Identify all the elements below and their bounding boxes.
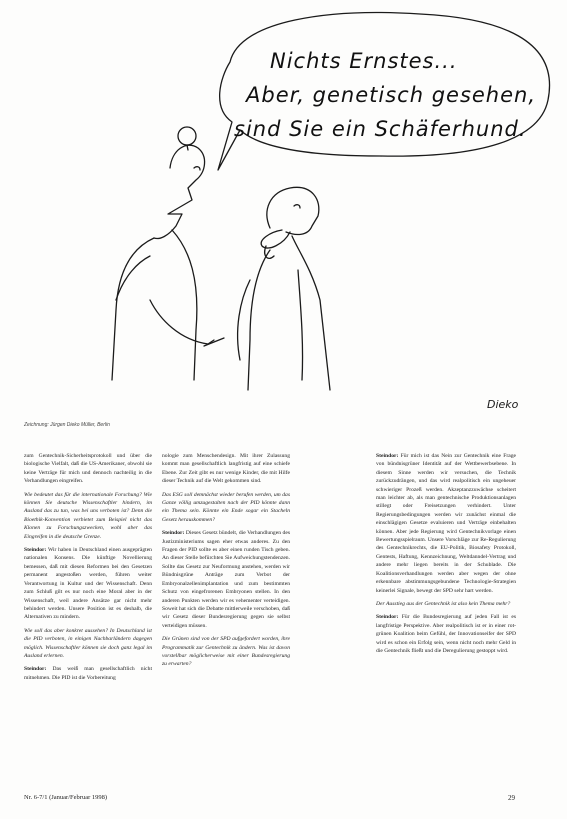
head-mirror-icon: [178, 127, 196, 145]
speech-line-1: Nichts Ernstes...: [270, 49, 458, 73]
page-number: 29: [508, 794, 515, 802]
left-figure-arm: [150, 300, 214, 344]
paragraph: [376, 452, 516, 595]
speaker-label: Steindor:: [376, 614, 399, 621]
answer-text: Wir haben in Deutschland einen ausgeprägten nationalen Konsens. Die künftige Novellierung bemessen, daß mit diesen Reformen bei den Gesetzen permanent angestoßen werden, führen weiter Verantwortung in Kultur und der Wissenschaft. Denn zum Schluß gilt es nur noch eine Moral aber in der Wissenschaft, weil andere Ansätze gar nicht mehr behindert werden. Unsere Position ist es deshalb, die Alternativen zu mindern.: [24, 547, 152, 621]
speech-text: [232, 44, 537, 146]
column-3: [376, 452, 516, 660]
speaker-label: Steindor:: [24, 666, 47, 673]
speaker-label: Steindor:: [376, 453, 399, 459]
speech-line-3: sind Sie ein Schäferhund.: [234, 117, 527, 141]
column-1: [24, 452, 152, 687]
right-figure-body: [292, 236, 330, 390]
interview-question: Das ESG soll demnächst wieder berufen werden, um das Ganze völlig umzugestalten nach der PID könnte dann ein Thema sein. Könnte ein Ende sogar ein Stacheln Gesetz herauskommen?: [162, 491, 290, 523]
interview-question: Wie bedeutet das für die internationale Forschung? Wie können Sie deutsche Wissenschaftler hindern, im Ausland das zu tun, was bei uns verboten ist? Denn die Bioethik-Konvention verbietet zum Beispiel nicht das Klonen zu Forschungszwecken, wohl aber das Eingreifen in die deutsche Grenze.: [24, 491, 152, 540]
paragraph: nologie zum Menschendesign. Mit ihrer Zulassung kommt man gesellschaftlich langfristig auf eine schiefe Ebene. Zur Zeit gibt es nur wenige Kinder, die mit Hilfe dieser Technik auf die Welt gekommen sind.: [162, 453, 290, 485]
right-figure-head: [267, 187, 319, 234]
footer-issue: Nr. 6-7/1 (Januar/Februar 1998): [24, 794, 108, 801]
speaker-label: Steindor:: [24, 547, 47, 554]
paragraph: [24, 546, 152, 622]
left-figure-body: [112, 238, 154, 380]
answer-text: Das weiß man gesellschaftlich nicht mitnehmen. Die PID ist die Vorbereitung: [24, 666, 152, 681]
speech-line-2: Aber, genetisch gesehen,: [246, 83, 537, 107]
paragraph: [162, 529, 290, 630]
left-figure-head: [154, 145, 205, 238]
interview-question: Die Grünen sind von der SPD aufgefordert worden, ihre Programmatik zur Gentechnik zu ändern. Was ist davon vorstellbar möglicherweise mit einer Bundesregierung zu erwarten?: [162, 636, 290, 668]
paragraph: zum Gentechnik-Sicherheitsprotokoll und über die biologische Vielfalt, daß die US-Amerikaner, obwohl sie keine Verträge für mich und dennoch nachteilig in die Verhandlungen eingreifen.: [24, 453, 152, 485]
answer-text: Für mich ist das Nein zur Gentechnik eine Frage von bündnisgrüner Identität auf der Wettbewerbsebene. In diesem Sinne werden wir versuchen, die Technik zurückzudrängen, und das wird realpolitisch ein ungeheuer schwieriger Prozeß werden. Akzeptanzzuwächse scheitert man leichter ab, als man gentechnische Produktionsanlagen stillegt oder Freisetzungen verhindert. Unter Regierungsbedingungen werden wir zunächst einmal die einschlägigen Gesetze evaluieren und Verträge einbehalten können. Aber jede Regierung wird Gentechnikvorlage einen Bewertungsspielraum. Unsere Vorschläge zur Re-Regulierung des Gentechnikrechts, die EU-Politik, Biosafety Protokoll, Gentests, Haftung, Kennzeichnung, Weltdanndel-Vertrag und andere mehr liegen bereits in der Schublade. Die Koalitionsverhandlungen werden aber wegen der ohne erkennbare abstimmungsgebundene Technologie-Strategien keinerlei Signale, bewegt der SPD sehr hart werden.: [376, 453, 516, 594]
paragraph: [24, 665, 152, 682]
speaker-label: Steindor:: [162, 530, 185, 537]
paragraph: [376, 613, 516, 655]
artist-signature: Dieko: [487, 398, 519, 411]
illustration-credit: Zeichnung: Jürgen Dieko Müller, Berlin: [24, 422, 110, 428]
answer-text: Dieses Gesetz bündelt, die Verhandlungen des Justizministeriums sagen eher etwas anderes. Zu den Fragen der PID sollte es aber einen runden Tisch geben. An dieser Stelle befürchten Sie Aufweichungstendenzen. Sollte das Gesetz zur Neuformung anstehen, werden wir Bündnisgrüne Anträge zum Verbot der Embryonalzellenimplantation und zum bestimmten Schutz von eingefrorenen Embryonen stellen. In den anderen Punkten werden wir es vehementer verteidigen. Soweit hat sich die Debatte mittlerweile verschoben, daß wir Gesetz dieser Bundesregierung gegen sie selbst verteidigen müssen.: [162, 530, 290, 629]
interview-question: Der Ausstieg aus der Gentechnik ist also kein Thema mehr?: [376, 600, 511, 607]
column-2: [162, 452, 290, 674]
interview-question: Wie soll das aber konkret aussehen? In Deutschland ist die PID verboten, in einigen Nachbarländern dagegen möglich. Wissenschaftler können sie doch ganz legal im Ausland erlernen.: [24, 627, 152, 659]
answer-text: Für die Bundesregierung auf jeden Fall ist es langfristige Perspektive. Aber realpolitisch ist er in einer rot-grünen Koalition beim Gefühl, der Innovationseifer der SPD wird es schon ein Erfolg sein, wenn nicht noch mehr Geld in die Gentechnik fließt und die Deregulierung gestoppt wird.: [376, 614, 517, 654]
